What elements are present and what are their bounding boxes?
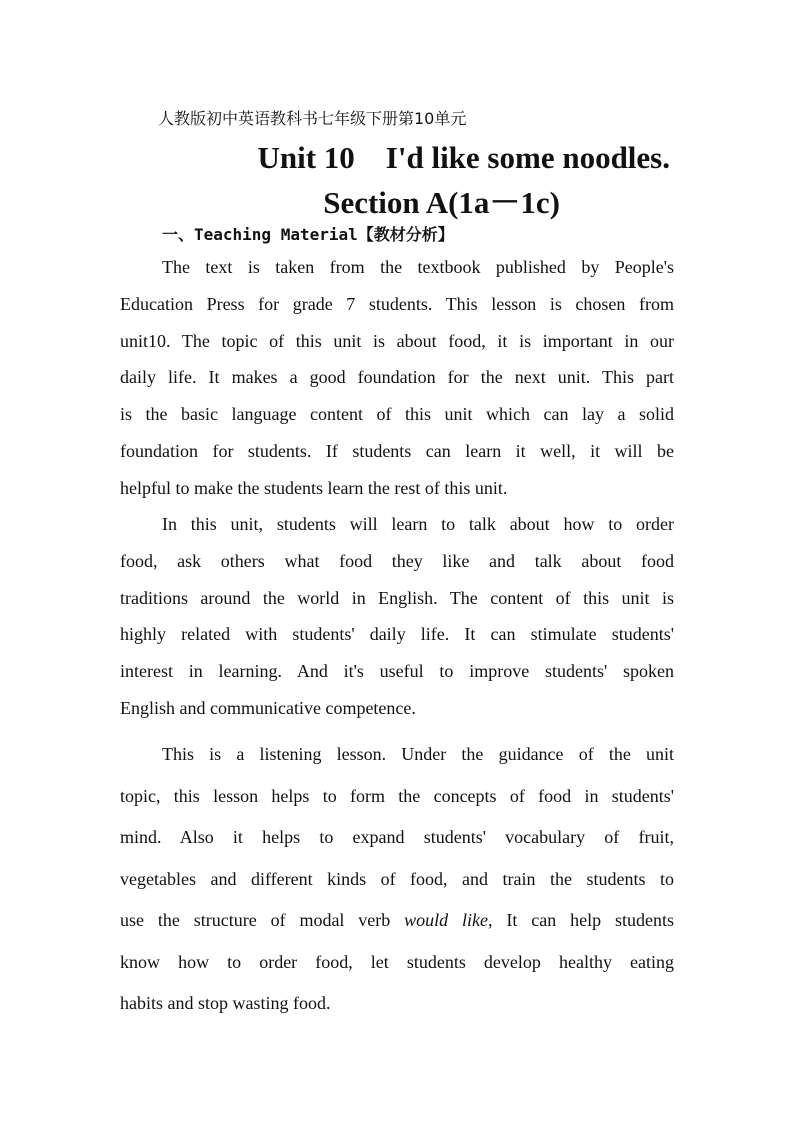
- section-heading: 一、Teaching Material【教材分析】: [162, 225, 454, 244]
- header-text: 人教版初中英语教科书七年级下册第10单元: [158, 109, 467, 128]
- text-line: daily life. It makes a good foundation for the next unit. This part: [120, 367, 674, 388]
- paragraph-3: [120, 734, 674, 1025]
- text-line: The text is taken from the textbook published by People's: [162, 257, 674, 277]
- text-line: is the basic language content of this unit which can lay a solid: [120, 404, 674, 425]
- title-line-1: Unit 10 I'd like some noodles.: [257, 140, 670, 175]
- italic-term: would like: [404, 910, 489, 930]
- text-line: food, ask others what food they like and talk about food: [120, 550, 674, 571]
- text-line: Education Press for grade 7 students. This lesson is chosen from: [120, 293, 674, 314]
- text-line: mind. Also it helps to expand students' vocabulary of fruit,: [120, 827, 674, 847]
- text-line: This is a listening lesson. Under the guidance of the unit: [162, 744, 674, 764]
- paragraph-1: [120, 249, 674, 507]
- text-line: vegetables and different kinds of food, and train the students to: [120, 868, 674, 889]
- text-line: unit10. The topic of this unit is about food, it is important in our: [120, 330, 674, 351]
- text-line: highly related with students' daily life. It can stimulate students': [120, 624, 674, 645]
- title-line-2: Section A(1a－1c): [323, 185, 560, 220]
- text-line: interest in learning. And it's useful to improve students' spoken: [120, 661, 674, 682]
- text-line: know how to order food, let students develop healthy eating: [120, 951, 674, 972]
- text-line: In this unit, students will learn to talk about how to order: [162, 514, 674, 534]
- text-line-mixed: [120, 900, 674, 942]
- text-segment: , It can help students: [488, 910, 675, 930]
- text-segment: use the structure of modal verb: [120, 910, 391, 930]
- paragraph-2: [120, 506, 674, 727]
- text-line: English and communicative competence.: [120, 697, 416, 718]
- text-line: habits and stop wasting food.: [120, 993, 331, 1013]
- text-line: foundation for students. If students can learn it well, it will be: [120, 440, 674, 461]
- text-line: topic, this lesson helps to form the concepts of food in students': [120, 785, 674, 806]
- text-line: traditions around the world in English. The content of this unit is: [120, 587, 674, 608]
- text-line: helpful to make the students learn the rest of this unit.: [120, 477, 508, 498]
